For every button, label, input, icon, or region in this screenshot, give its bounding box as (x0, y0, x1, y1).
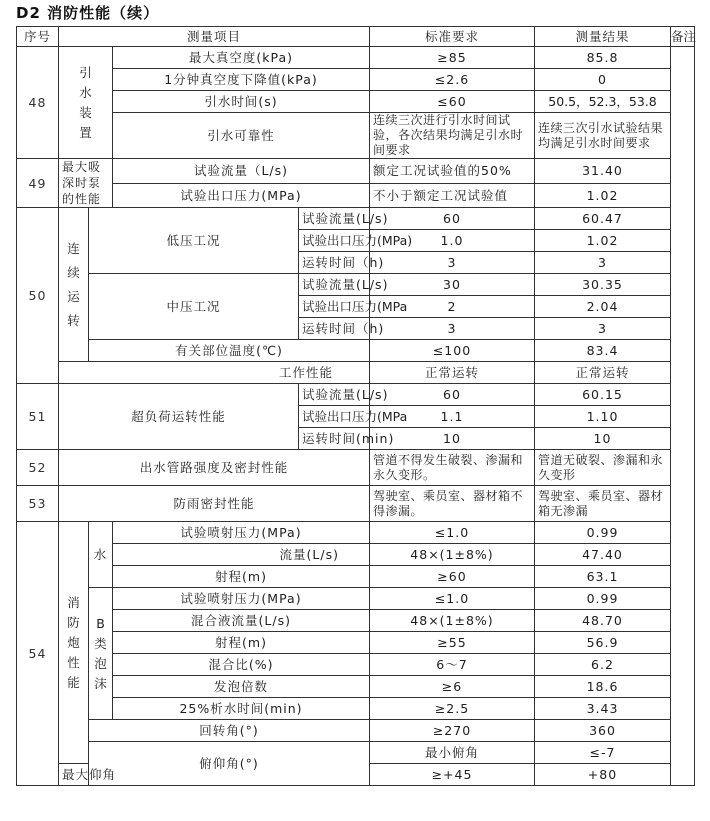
header-seq: 序号 (17, 27, 59, 47)
result-cell: 3 (535, 318, 671, 340)
item-cell: 出水管路强度及密封性能 (59, 450, 370, 486)
page-title: D2 消防性能（续） (16, 4, 160, 22)
result-cell: 56.9 (535, 632, 671, 654)
item-cell: 引水可靠性 (113, 113, 370, 159)
table-row (17, 566, 695, 588)
result-cell: 3 (535, 252, 671, 274)
result-cell: 6.2 (535, 654, 671, 676)
result-cell: 0 (535, 69, 671, 91)
group-label: 引水装置 (59, 47, 113, 159)
table-row (17, 486, 695, 522)
standard-cell: 额定工况试验值的50% (370, 159, 535, 184)
result-cell: 60.15 (535, 384, 671, 406)
standard-cell: ≥85 (370, 47, 535, 69)
result-cell: 360 (535, 720, 671, 742)
header-item: 测量项目 (59, 27, 370, 47)
table-row (17, 588, 695, 610)
row-number: 50 (17, 208, 59, 384)
standard-cell: ≤1.0 (370, 588, 535, 610)
item-cell: 回转角(°) (89, 720, 370, 742)
table-row (17, 720, 695, 742)
table-row (17, 698, 695, 720)
standard-cell: 1.1 (370, 406, 535, 428)
item-cell: 流量(L/s) (113, 544, 370, 566)
group-label: 超负荷运转性能 (59, 384, 299, 450)
table-row (17, 113, 695, 159)
row-number: 54 (17, 522, 59, 786)
result-cell: 10 (535, 428, 671, 450)
result-cell: 50.5，52.3，53.8 (535, 91, 671, 113)
result-cell: 85.8 (535, 47, 671, 69)
item-cell: 试验出口压力(MPa) (113, 183, 370, 208)
group-label: 消防炮性能 (59, 522, 89, 764)
table-row (17, 208, 695, 230)
table-row (17, 632, 695, 654)
table-row (17, 654, 695, 676)
table-row (17, 610, 695, 632)
standard-cell: ≤60 (370, 91, 535, 113)
standard-cell: 60 (370, 208, 535, 230)
item-cell: 射程(m) (113, 566, 370, 588)
result-cell: 管道无破裂、渗漏和永久变形 (535, 450, 671, 486)
result-cell: 1.02 (535, 183, 671, 208)
item-cell: 最大仰角 (59, 764, 89, 786)
standard-cell: ≥6 (370, 676, 535, 698)
standard-cell: 2 (370, 296, 535, 318)
table-row (17, 159, 695, 184)
item-cell: 试验流量(L/s) (299, 274, 370, 296)
standard-cell: 连续三次进行引水时间试验，各次结果均满足引水时间要求 (370, 113, 535, 159)
item-cell: 工作性能 (59, 362, 370, 384)
table-row (17, 544, 695, 566)
table-row (17, 274, 695, 296)
standard-cell: 驾驶室、乘员室、器材箱不得渗漏。 (370, 486, 535, 522)
row-number: 52 (17, 450, 59, 486)
standard-cell: 正常运转 (370, 362, 535, 384)
standard-cell: ≤-7 (535, 742, 671, 764)
item-cell: 1分钟真空度下降值(kPa) (113, 69, 370, 91)
result-cell: 1.10 (535, 406, 671, 428)
row-number: 48 (17, 47, 59, 159)
item-cell: 射程(m) (113, 632, 370, 654)
result-cell: 63.1 (535, 566, 671, 588)
standard-cell: ≤100 (370, 340, 535, 362)
item-cell: 运转时间(min) (299, 428, 370, 450)
standard-cell: ≤2.6 (370, 69, 535, 91)
standard-cell: ≥55 (370, 632, 535, 654)
standard-cell: ≥+45 (370, 764, 535, 786)
standard-cell: 3 (370, 252, 535, 274)
item-cell: 混合液流量(L/s) (113, 610, 370, 632)
standard-cell: 10 (370, 428, 535, 450)
table-row (17, 676, 695, 698)
header-result: 测量结果 (535, 27, 671, 47)
condition-label: 低压工况 (89, 208, 299, 274)
table-row (17, 340, 695, 362)
header-row (17, 27, 695, 47)
medium-label: 水 (89, 522, 113, 588)
result-cell: 1.02 (535, 230, 671, 252)
item-cell: 运转时间（h) (299, 252, 370, 274)
standard-cell: ≥270 (370, 720, 535, 742)
item-cell: 25%析水时间(min) (113, 698, 370, 720)
result-cell: 18.6 (535, 676, 671, 698)
standard-cell: ≤1.0 (370, 522, 535, 544)
item-cell: 试验喷射压力(MPa) (113, 522, 370, 544)
result-cell: 30.35 (535, 274, 671, 296)
standard-cell: 3 (370, 318, 535, 340)
result-cell: 正常运转 (535, 362, 671, 384)
standard-cell: 48×(1±8%) (370, 544, 535, 566)
result-cell: 0.99 (535, 588, 671, 610)
row-number: 51 (17, 384, 59, 450)
row-number: 53 (17, 486, 59, 522)
result-cell: 60.47 (535, 208, 671, 230)
standard-cell: 1.0 (370, 230, 535, 252)
pitch-label: 俯仰角(°) (89, 742, 370, 786)
standard-cell: 60 (370, 384, 535, 406)
result-cell: 48.70 (535, 610, 671, 632)
item-cell: 最小俯角 (370, 742, 535, 764)
table-row (17, 522, 695, 544)
standard-cell: ≥2.5 (370, 698, 535, 720)
result-cell: +80 (535, 764, 671, 786)
result-cell: 2.04 (535, 296, 671, 318)
table-row (17, 91, 695, 113)
medium-label: B类泡沫 (89, 588, 113, 720)
table-row (17, 47, 695, 69)
fire-performance-table (16, 26, 695, 786)
item-cell: 试验喷射压力(MPa) (113, 588, 370, 610)
header-standard: 标准要求 (370, 27, 535, 47)
item-cell: 试验流量（L/s) (113, 159, 370, 184)
item-cell: 运转时间（h) (299, 318, 370, 340)
result-cell: 0.99 (535, 522, 671, 544)
item-cell: 最大真空度(kPa) (113, 47, 370, 69)
item-cell: 防雨密封性能 (59, 486, 370, 522)
result-cell: 47.40 (535, 544, 671, 566)
item-cell: 试验流量(L/s) (299, 384, 370, 406)
standard-cell: 48×(1±8%) (370, 610, 535, 632)
item-cell: 试验出口压力(MPa) (299, 230, 370, 252)
standard-cell: 6～7 (370, 654, 535, 676)
result-cell: 31.40 (535, 159, 671, 184)
item-cell: 发泡倍数 (113, 676, 370, 698)
standard-cell: 不小于额定工况试验值 (370, 183, 535, 208)
table-row (17, 362, 695, 384)
note-column (671, 47, 695, 786)
table-row (17, 742, 695, 764)
item-cell: 试验流量(L/s) (299, 208, 370, 230)
condition-label: 中压工况 (89, 274, 299, 340)
standard-cell: 管道不得发生破裂、渗漏和永久变形。 (370, 450, 535, 486)
table-row (17, 69, 695, 91)
group-label: 最大吸深时泵的性能 (59, 159, 113, 208)
group-label: 连续运转 (59, 208, 89, 362)
header-note: 备注 (671, 27, 695, 47)
table-row (17, 450, 695, 486)
table-row (17, 183, 695, 208)
result-cell: 驾驶室、乘员室、器材箱无渗漏 (535, 486, 671, 522)
result-cell: 83.4 (535, 340, 671, 362)
item-cell: 试验出口压力(MPa (299, 296, 370, 318)
standard-cell: 30 (370, 274, 535, 296)
item-cell: 有关部位温度(℃) (89, 340, 370, 362)
result-cell: 连续三次引水试验结果均满足引水时间要求 (535, 113, 671, 159)
item-cell: 混合比(%) (113, 654, 370, 676)
result-cell: 3.43 (535, 698, 671, 720)
standard-cell: ≥60 (370, 566, 535, 588)
item-cell: 引水时间(s) (113, 91, 370, 113)
item-cell: 试验出口压力(MPa (299, 406, 370, 428)
table-row (17, 384, 695, 406)
row-number: 49 (17, 159, 59, 208)
